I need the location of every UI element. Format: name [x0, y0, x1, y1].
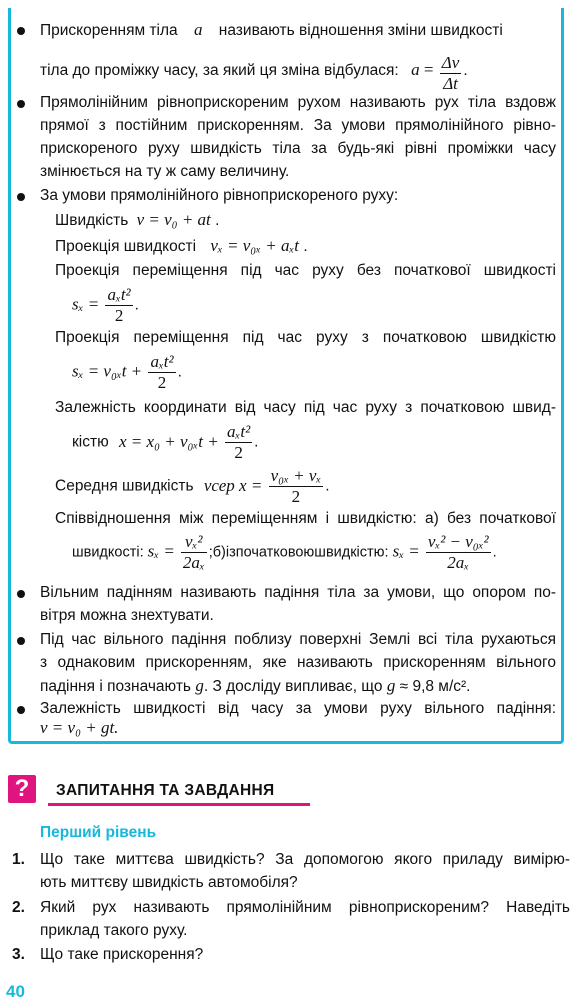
- denominator: 2: [234, 443, 243, 462]
- bullet: [17, 193, 25, 201]
- lhs: x = x₀ + v₀ₓt +: [119, 431, 219, 451]
- question-line: ють миттєву швидкість автомобіля?: [40, 874, 298, 891]
- label: Середня швидкість: [55, 477, 194, 495]
- numerator: vₓ²: [181, 532, 207, 553]
- bullet: [17, 100, 25, 108]
- lhs: sₓ =: [147, 541, 175, 561]
- page-number: 40: [6, 982, 25, 1001]
- symbol-a: a: [193, 20, 203, 39]
- text-line: [40, 677, 471, 696]
- velocity-formula: Швидкість v = v₀ + at .: [55, 210, 220, 229]
- question-number: 2.: [12, 899, 25, 916]
- displacement-v0-formula: sₓ = v₀ₓt + $\frac{\text{aₓt²}}{2}$ .: [72, 352, 182, 392]
- label: швидкості:: [72, 544, 144, 561]
- question-line: Який рух називають прямолінійним рівноприскореним? Наведіть: [40, 899, 570, 916]
- equals: =: [423, 60, 434, 79]
- text-line: з однаковим прискоренням, яке називають прискоренням вільного: [40, 654, 556, 671]
- question-line: Що таке миттєва швидкість? За допомогою якого приладу вимірю-: [40, 851, 570, 868]
- questions-header: [8, 775, 310, 805]
- free-fall-formula: v = v₀ + gt.: [40, 718, 119, 737]
- text: тіла до проміжку часу, за який ця зміна відбулася:: [40, 62, 399, 79]
- relation-formula: швидкості: sₓ = $\frac{\text{vₓ²}}{\text{2aₓ}}$ ;б)ізпочатковоюшвидкістю: sₓ = $\frac{\text{vₓ² − v₀ₓ²}}{\text{2aₓ}}$ .: [72, 532, 497, 572]
- fraction-dv-dt: [440, 53, 462, 94]
- label: Проекція швидкості: [55, 238, 197, 255]
- bullet: [17, 27, 25, 35]
- bullet: [17, 637, 25, 645]
- text: називають відношення зміни швидкості: [218, 22, 503, 39]
- symbol-g: g: [386, 676, 396, 695]
- question-number: 1.: [12, 851, 25, 868]
- fraction-b: [426, 532, 491, 573]
- text: ≈ 9,8 м/с².: [399, 678, 471, 695]
- text-line: вітря можна знехтувати.: [40, 607, 214, 624]
- question-line: приклад такого руху.: [40, 922, 188, 939]
- text-line: Залежність координати від часу під час руху з початковою швид-: [55, 399, 556, 416]
- symbol-a: a: [411, 60, 420, 79]
- text: падіння і позначають: [40, 678, 192, 695]
- denominator: Δt: [443, 74, 458, 93]
- definition-acceleration-line2: тіла до проміжку часу, за який ця зміна відбулася: a = $\frac{\Delta v}{\Delta t}$ .: [40, 53, 468, 93]
- coordinate-formula: кістю x = x₀ + v₀ₓt + $\frac{\text{aₓt²}}{2}$ .: [72, 422, 259, 462]
- question-icon: ?: [8, 775, 36, 803]
- text-line: За умови прямолінійного рівноприскореного руху:: [40, 187, 399, 204]
- bullet: [17, 706, 25, 714]
- label: кістю: [72, 433, 109, 451]
- text: . З досліду випливає, що: [203, 678, 383, 695]
- question-number: 3.: [12, 946, 25, 963]
- bullet: [17, 590, 25, 598]
- denominator: 2: [114, 306, 124, 325]
- text-line: змінюється на ту ж саму величину.: [40, 163, 290, 180]
- projection-velocity-formula: Проекція швидкості vₓ = v₀ₓ + aₓt .: [55, 236, 308, 255]
- label: Швидкість: [55, 212, 129, 229]
- text: Прискоренням тіла: [40, 22, 178, 39]
- text-line: Вільним падінням називають падіння тіла за умови, що опором по-: [40, 584, 556, 601]
- text-line: Проекція переміщення під час руху з початковою швидкістю: [55, 329, 556, 346]
- numerator: vₓ² − v₀ₓ²: [427, 532, 489, 551]
- numerator: aₓt²: [227, 422, 251, 441]
- level-title: Перший рівень: [40, 824, 157, 841]
- text-line: Проекція переміщення під час руху без початкової швидкості: [55, 262, 556, 279]
- numerator: aₓt²: [107, 285, 131, 304]
- lhs: sₓ =: [72, 294, 100, 314]
- fraction: [148, 352, 175, 393]
- formula: vₓ = v₀ₓ + aₓt: [210, 236, 300, 255]
- lhs: sₓ =: [392, 541, 420, 561]
- text-line: Під час вільного падіння поблизу поверхні Землі всі тіла рухаються: [40, 631, 556, 648]
- definition-acceleration: [40, 21, 503, 40]
- text-line: Залежність швидкості від часу за умови руху вільного падіння:: [40, 700, 556, 717]
- fraction: [105, 285, 132, 326]
- divider: [48, 803, 310, 806]
- numerator: aₓt²: [150, 352, 174, 371]
- text: ;б)ізпочатковоюшвидкістю:: [208, 544, 389, 561]
- text-line: прямої з постійним прискоренням. За умови прямолінійного рівно-: [40, 117, 556, 134]
- fraction: [269, 466, 324, 507]
- text-line: Прямолінійним рівноприскореним рухом називають рух тіла вздовж: [40, 94, 556, 111]
- fraction-a: [181, 532, 207, 573]
- denominator: 2: [157, 373, 167, 392]
- text-line: Співвідношення між переміщенням і швидкістю: а) без початкової: [55, 510, 556, 527]
- lhs: vсер x =: [203, 475, 263, 495]
- formula: v = v₀ + at: [136, 210, 211, 229]
- denominator: 2aₓ: [447, 553, 470, 572]
- average-velocity-formula: Середня швидкість vсер x = $\frac{\text{v₀ₓ + vₓ}}{2}$ .: [55, 466, 330, 506]
- lhs: sₓ = v₀ₓt +: [72, 361, 143, 381]
- questions-title: ЗАПИТАННЯ ТА ЗАВДАННЯ: [56, 782, 275, 799]
- symbol-g: g: [195, 676, 204, 695]
- denominator: 2aₓ: [182, 553, 205, 572]
- displacement-no-v0-formula: sₓ = $\frac{\text{aₓt²}}{2}$ .: [72, 285, 139, 325]
- numerator: v₀ₓ + vₓ: [270, 466, 322, 485]
- question-line: Що таке прискорення?: [40, 946, 204, 963]
- fraction: [225, 422, 252, 463]
- text-line: прискореного руху швидкість тіла за будь-які рівні проміжки часу: [40, 140, 556, 157]
- numerator: Δv: [441, 53, 460, 72]
- denominator: 2: [291, 487, 301, 506]
